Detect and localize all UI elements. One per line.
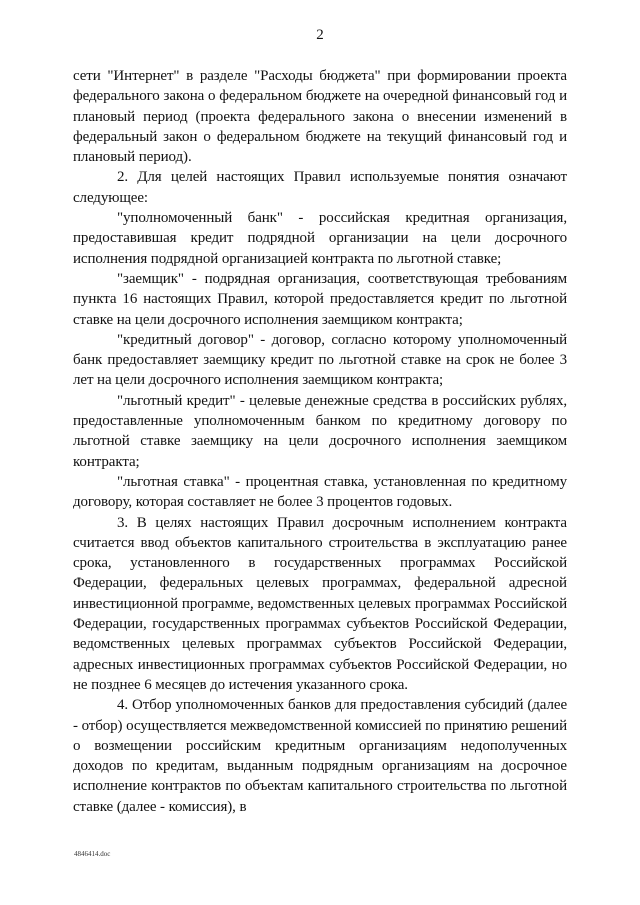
document-body bbox=[73, 66, 567, 817]
paragraph-item-2: 2. Для целей настоящих Правил используемые понятия означают следующее: bbox=[73, 169, 567, 206]
definition-preferential-credit: "льготный кредит" - целевые денежные средства в российских рублях, предоставленные уполномоченным банком по кредитному договору по льготной ставке заемщику на цели досрочного исполнения заемщиком контракта; bbox=[73, 392, 567, 470]
document-footer-filename: 4846414.doc bbox=[74, 850, 111, 858]
page-number: 2 bbox=[316, 27, 324, 43]
definition-borrower: "заемщик" - подрядная организация, соответствующая требованиям пункта 16 настоящих Правил, которой предоставляется кредит по льготной ставке на цели досрочного исполнения заемщиком контракта; bbox=[73, 270, 567, 328]
paragraph-item-4: 4. Отбор уполномоченных банков для предоставления субсидий (далее - отбор) осуществляется межведомственной комиссией по принятию решений о возмещении российским кредитным организациям недополученных доходов по кредитам, выданным подрядным организациям на досрочное исполнение контрактов по объектам капитального строительства по льготной ставке (далее - комиссия), в bbox=[73, 697, 567, 815]
definition-authorized-bank: "уполномоченный банк" - российская кредитная организация, предоставившая кредит подрядной организации на цели досрочного исполнения подрядной организацией контракта по льготной ставке; bbox=[73, 210, 567, 267]
paragraph-item-3: 3. В целях настоящих Правил досрочным исполнением контракта считается ввод объектов капитального строительства в эксплуатацию ранее срока, установленного в государственных программах Российской Федерации, федеральных целевых программах, федеральной адресной инвестиционной программе, ведомственных целевых программах Российской Федерации, государственных программах субъектов Российской Федерации, ведомственных целевых программах субъектов Российской Федерации, адресных инвестиционных программах субъектов Российской Федерации, но не позднее 6 месяцев до истечения указанного срока. bbox=[73, 514, 567, 693]
definition-credit-agreement: "кредитный договор" - договор, согласно которому уполномоченный банк предоставляет заемщику кредит по льготной ставке на срок не более 3 лет на цели досрочного исполнения заемщиком контракта; bbox=[73, 331, 567, 389]
definition-preferential-rate: "льготная ставка" - процентная ставка, установленная по кредитному договору, которая составляет не более 3 процентов годовых. bbox=[73, 473, 567, 511]
paragraph-continuation: сети "Интернет" в разделе "Расходы бюджета" при формировании проекта федерального закона о федеральном бюджете на очередной финансовый год и плановый период (проекта федерального закона о внесении изменений в федеральный закон о федеральном бюджете на текущий финансовый год и плановый период). bbox=[73, 68, 567, 166]
